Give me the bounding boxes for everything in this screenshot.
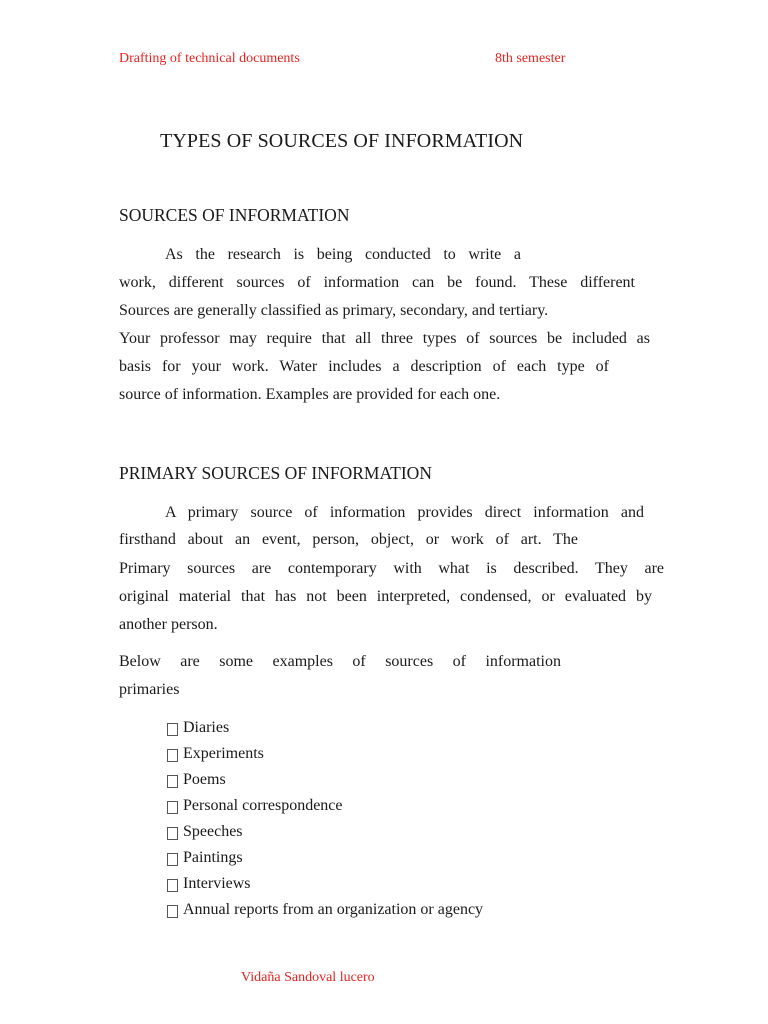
paragraph-line: firsthand about an event, person, object, or work of art. The — [119, 531, 578, 548]
checkbox-bullet-icon — [167, 723, 178, 736]
list-item — [167, 822, 483, 848]
checkbox-bullet-icon — [167, 905, 178, 918]
section-heading-sources: SOURCES OF INFORMATION — [119, 205, 350, 225]
paragraph-line: Primary sources are contemporary with what is described. They are — [119, 560, 664, 577]
paragraph-line: original material that has not been interpreted, condensed, or evaluated by — [119, 588, 652, 605]
list-item — [167, 874, 483, 900]
paragraph-line: Your professor may require that all three types of sources be included as — [119, 330, 650, 347]
list-item — [167, 718, 483, 744]
list-item — [167, 900, 483, 926]
list-item-label: Diaries — [183, 719, 230, 736]
paragraph-line: A primary source of information provides direct information and — [165, 504, 644, 521]
list-item — [167, 848, 483, 874]
checkbox-bullet-icon — [167, 801, 178, 814]
paragraph-line: As the research is being conducted to write a — [165, 246, 521, 263]
checkbox-bullet-icon — [167, 827, 178, 840]
document-title: TYPES OF SOURCES OF INFORMATION — [160, 130, 524, 152]
list-intro-line: primaries — [119, 681, 180, 698]
list-item-label: Personal correspondence — [183, 797, 343, 814]
paragraph-line: another person. — [119, 616, 218, 633]
list-item — [167, 744, 483, 770]
header-semester: 8th semester — [495, 51, 566, 66]
list-item-label: Speeches — [183, 823, 243, 840]
footer-author: Vidaña Sandoval lucero — [241, 970, 375, 985]
list-intro-line: Below are some examples of sources of information — [119, 653, 561, 670]
header-course-title: Drafting of technical documents — [119, 51, 300, 66]
list-item-label: Poems — [183, 771, 226, 788]
list-item — [167, 796, 483, 822]
list-item-label: Interviews — [183, 875, 251, 892]
checkbox-bullet-icon — [167, 879, 178, 892]
section-heading-primary-sources: PRIMARY SOURCES OF INFORMATION — [119, 463, 432, 483]
checkbox-bullet-icon — [167, 775, 178, 788]
paragraph-line: Sources are generally classified as primary, secondary, and tertiary. — [119, 302, 549, 319]
examples-list — [167, 718, 483, 926]
checkbox-bullet-icon — [167, 853, 178, 866]
paragraph-line: basis for your work. Water includes a description of each type of — [119, 358, 609, 375]
list-item-label: Annual reports from an organization or agency — [183, 901, 484, 918]
list-item-label: Paintings — [183, 849, 243, 866]
list-item-label: Experiments — [183, 745, 264, 762]
paragraph-line: work, different sources of information can be found. These different — [119, 274, 635, 291]
paragraph-line: source of information. Examples are provided for each one. — [119, 386, 501, 403]
list-item — [167, 770, 483, 796]
checkbox-bullet-icon — [167, 749, 178, 762]
